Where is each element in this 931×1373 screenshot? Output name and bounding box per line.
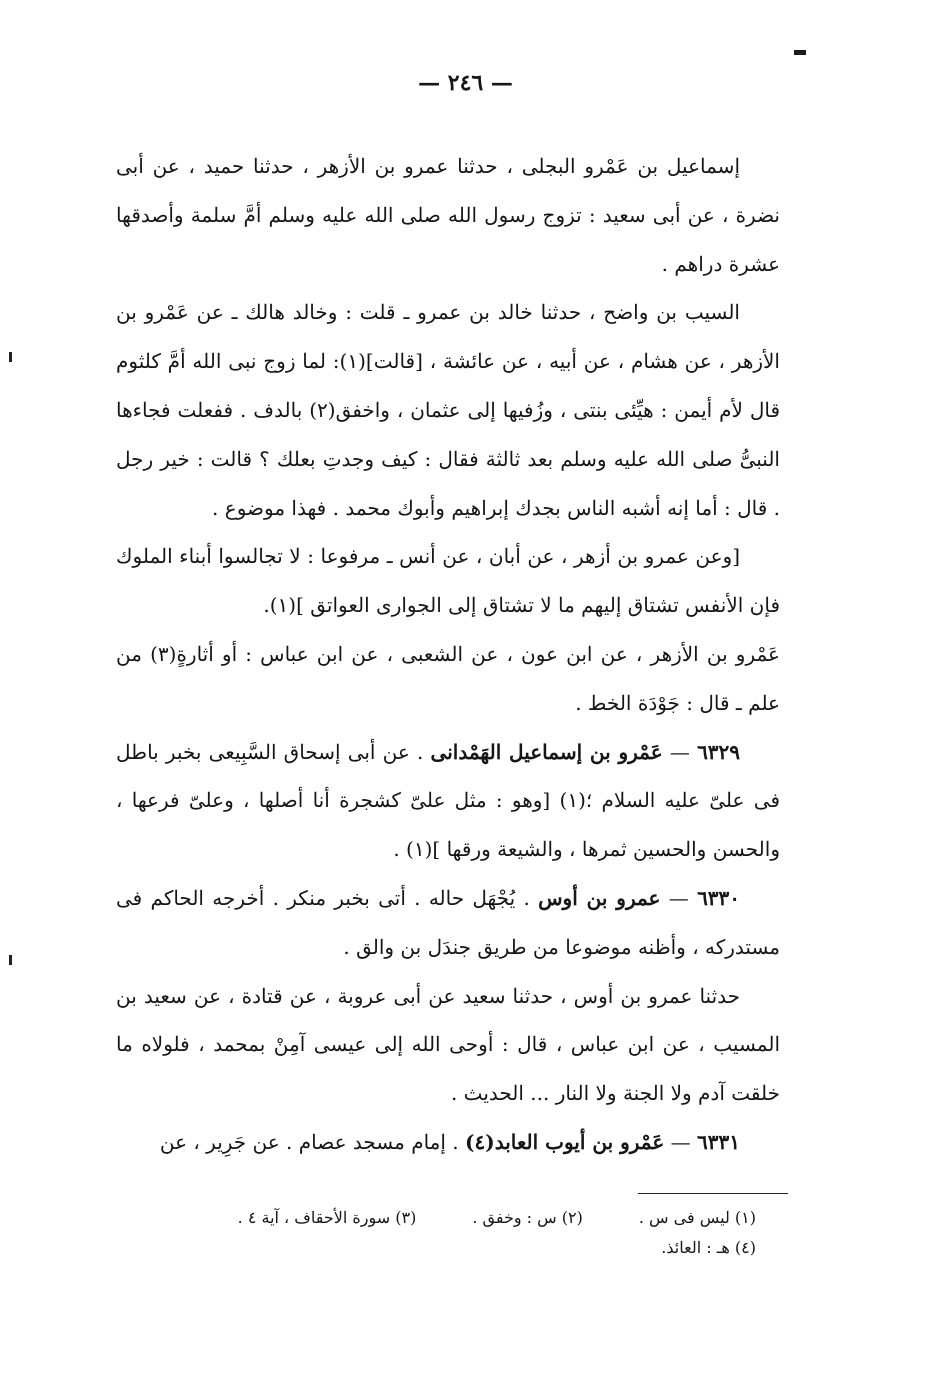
paragraph: [وعن عمرو بن أزهر ، عن أبان ، عن أنس ـ مرفوعا : لا تجالسوا أبناء الملوك فإن الأنفس تشتاق إليهم ما لا تشتاق إلى الجوارى العواتق ](١). xyxy=(116,544,780,618)
page-number: — ٢٤٦ — xyxy=(418,70,513,96)
paragraph: إسماعيل بن عَمْرو البجلى ، حدثنا عمرو بن الأزهر ، حدثنا حميد ، عن أبى نضرة ، عن أبى سعيد : تزوج رسول الله صلى الله عليه وسلم أمَّ سلمة وأصدقها عشرة دراهم . xyxy=(116,154,780,276)
footnote: (٣) سورة الأحقاف ، آية ٤ . xyxy=(237,1208,417,1227)
entry-text: . عن أبى إسحاق السَّبِيعى بخبر باطل فى علىّ عليه السلام ؛(١) [وهو : مثل علىّ كشجرة أنا أصلها ، وعلىّ فرعها ، والحسن والحسين ثمرها ، والشيعة ورقها ](١) . xyxy=(116,739,781,862)
footnote-divider xyxy=(638,1193,788,1194)
entry: ٦٣٣٠ — عمرو بن أوس . يُجْهَل حاله . أتى بخبر منكر . أخرجه الحاكم فى مستدركه ، وأظنه موضوعا من طريق جندَل بن والق . xyxy=(116,885,780,959)
paragraph: السيب بن واضح ، حدثنا خالد بن عمرو ـ قلت : وخالد هالك ـ عن عَمْرو بن الأزهر ، عن هشام ، عن أبيه ، عن عائشة ، [قالت](١): لما زوج نبى الله أمَّ كلثوم قال لأم أيمن : هيِّئى بنتى ، وزُفيها إلى عثمان ، واخفق(٢) بالدف . ففعلت فجاءها النبىُّ صلى الله عليه وسلم بعد ثالثة فقال : كيف وجدتِ بعلك ؟ قالت : خير رجل . قال : أما إنه أشبه الناس بجدك إبراهيم وأبوك محمد . فهذا موضوع . xyxy=(116,300,781,520)
footnote: (٢) س : وخفق . xyxy=(472,1208,583,1227)
entry: ٦٣٣١ — عَمْرو بن أيوب العابد(٤) . إمام مسجد عصام . عن جَرِير ، عن xyxy=(159,1129,740,1154)
entry-text: . يُجْهَل حاله . أتى بخبر منكر . أخرجه الحاكم فى مستدركه ، وأظنه موضوعا من طريق جندَل بن والق . xyxy=(116,885,780,959)
footnote: (٤) هـ : العائذ. xyxy=(661,1238,756,1257)
main-text xyxy=(116,142,780,1167)
corner-mark xyxy=(794,50,806,55)
entry-number: ٦٣٢٩ xyxy=(697,739,741,764)
scan-edge-mark xyxy=(9,352,12,362)
paragraph: عَمْرو بن الأزهر ، عن ابن عون ، عن الشعبى ، عن ابن عباس : أو أثارةٍ(٣) من علم ـ قال : جَوْدَة الخط . xyxy=(116,641,780,715)
entry-text: . إمام مسجد عصام . عن جَرِير ، عن xyxy=(159,1129,459,1154)
entry-name: عَمْرو بن إسماعيل الهَمْدانى xyxy=(430,739,663,764)
footnote-row xyxy=(116,1203,756,1233)
entry: ٦٣٢٩ — عَمْرو بن إسماعيل الهَمْدانى . عن أبى إسحاق السَّبِيعى بخبر باطل فى علىّ عليه السلام ؛(١) [وهو : مثل علىّ كشجرة أنا أصلها ، وعلىّ فرعها ، والحسن والحسين ثمرها ، والشيعة ورقها ](١) . xyxy=(116,739,781,862)
footnotes xyxy=(116,1203,756,1263)
entry-number: ٦٣٣١ xyxy=(697,1129,740,1154)
paragraph: حدثنا عمرو بن أوس ، حدثنا سعيد عن أبى عروبة ، عن قتادة ، عن سعيد بن المسيب ، عن ابن عباس ، قال : أوحى الله إلى عيسى آمِنْ بمحمد ، فلولاه ما خلقت آدم ولا الجنة ولا النار ... الحديث . xyxy=(116,983,780,1106)
entry-name: عَمْرو بن أيوب العابد(٤) xyxy=(465,1129,665,1154)
entry-name: عمرو بن أوس xyxy=(538,885,661,910)
footnote: (١) ليس فى س . xyxy=(638,1208,756,1227)
footnote-row xyxy=(116,1233,756,1263)
scan-edge-mark xyxy=(9,955,12,965)
entry-number: ٦٣٣٠ xyxy=(697,885,741,910)
